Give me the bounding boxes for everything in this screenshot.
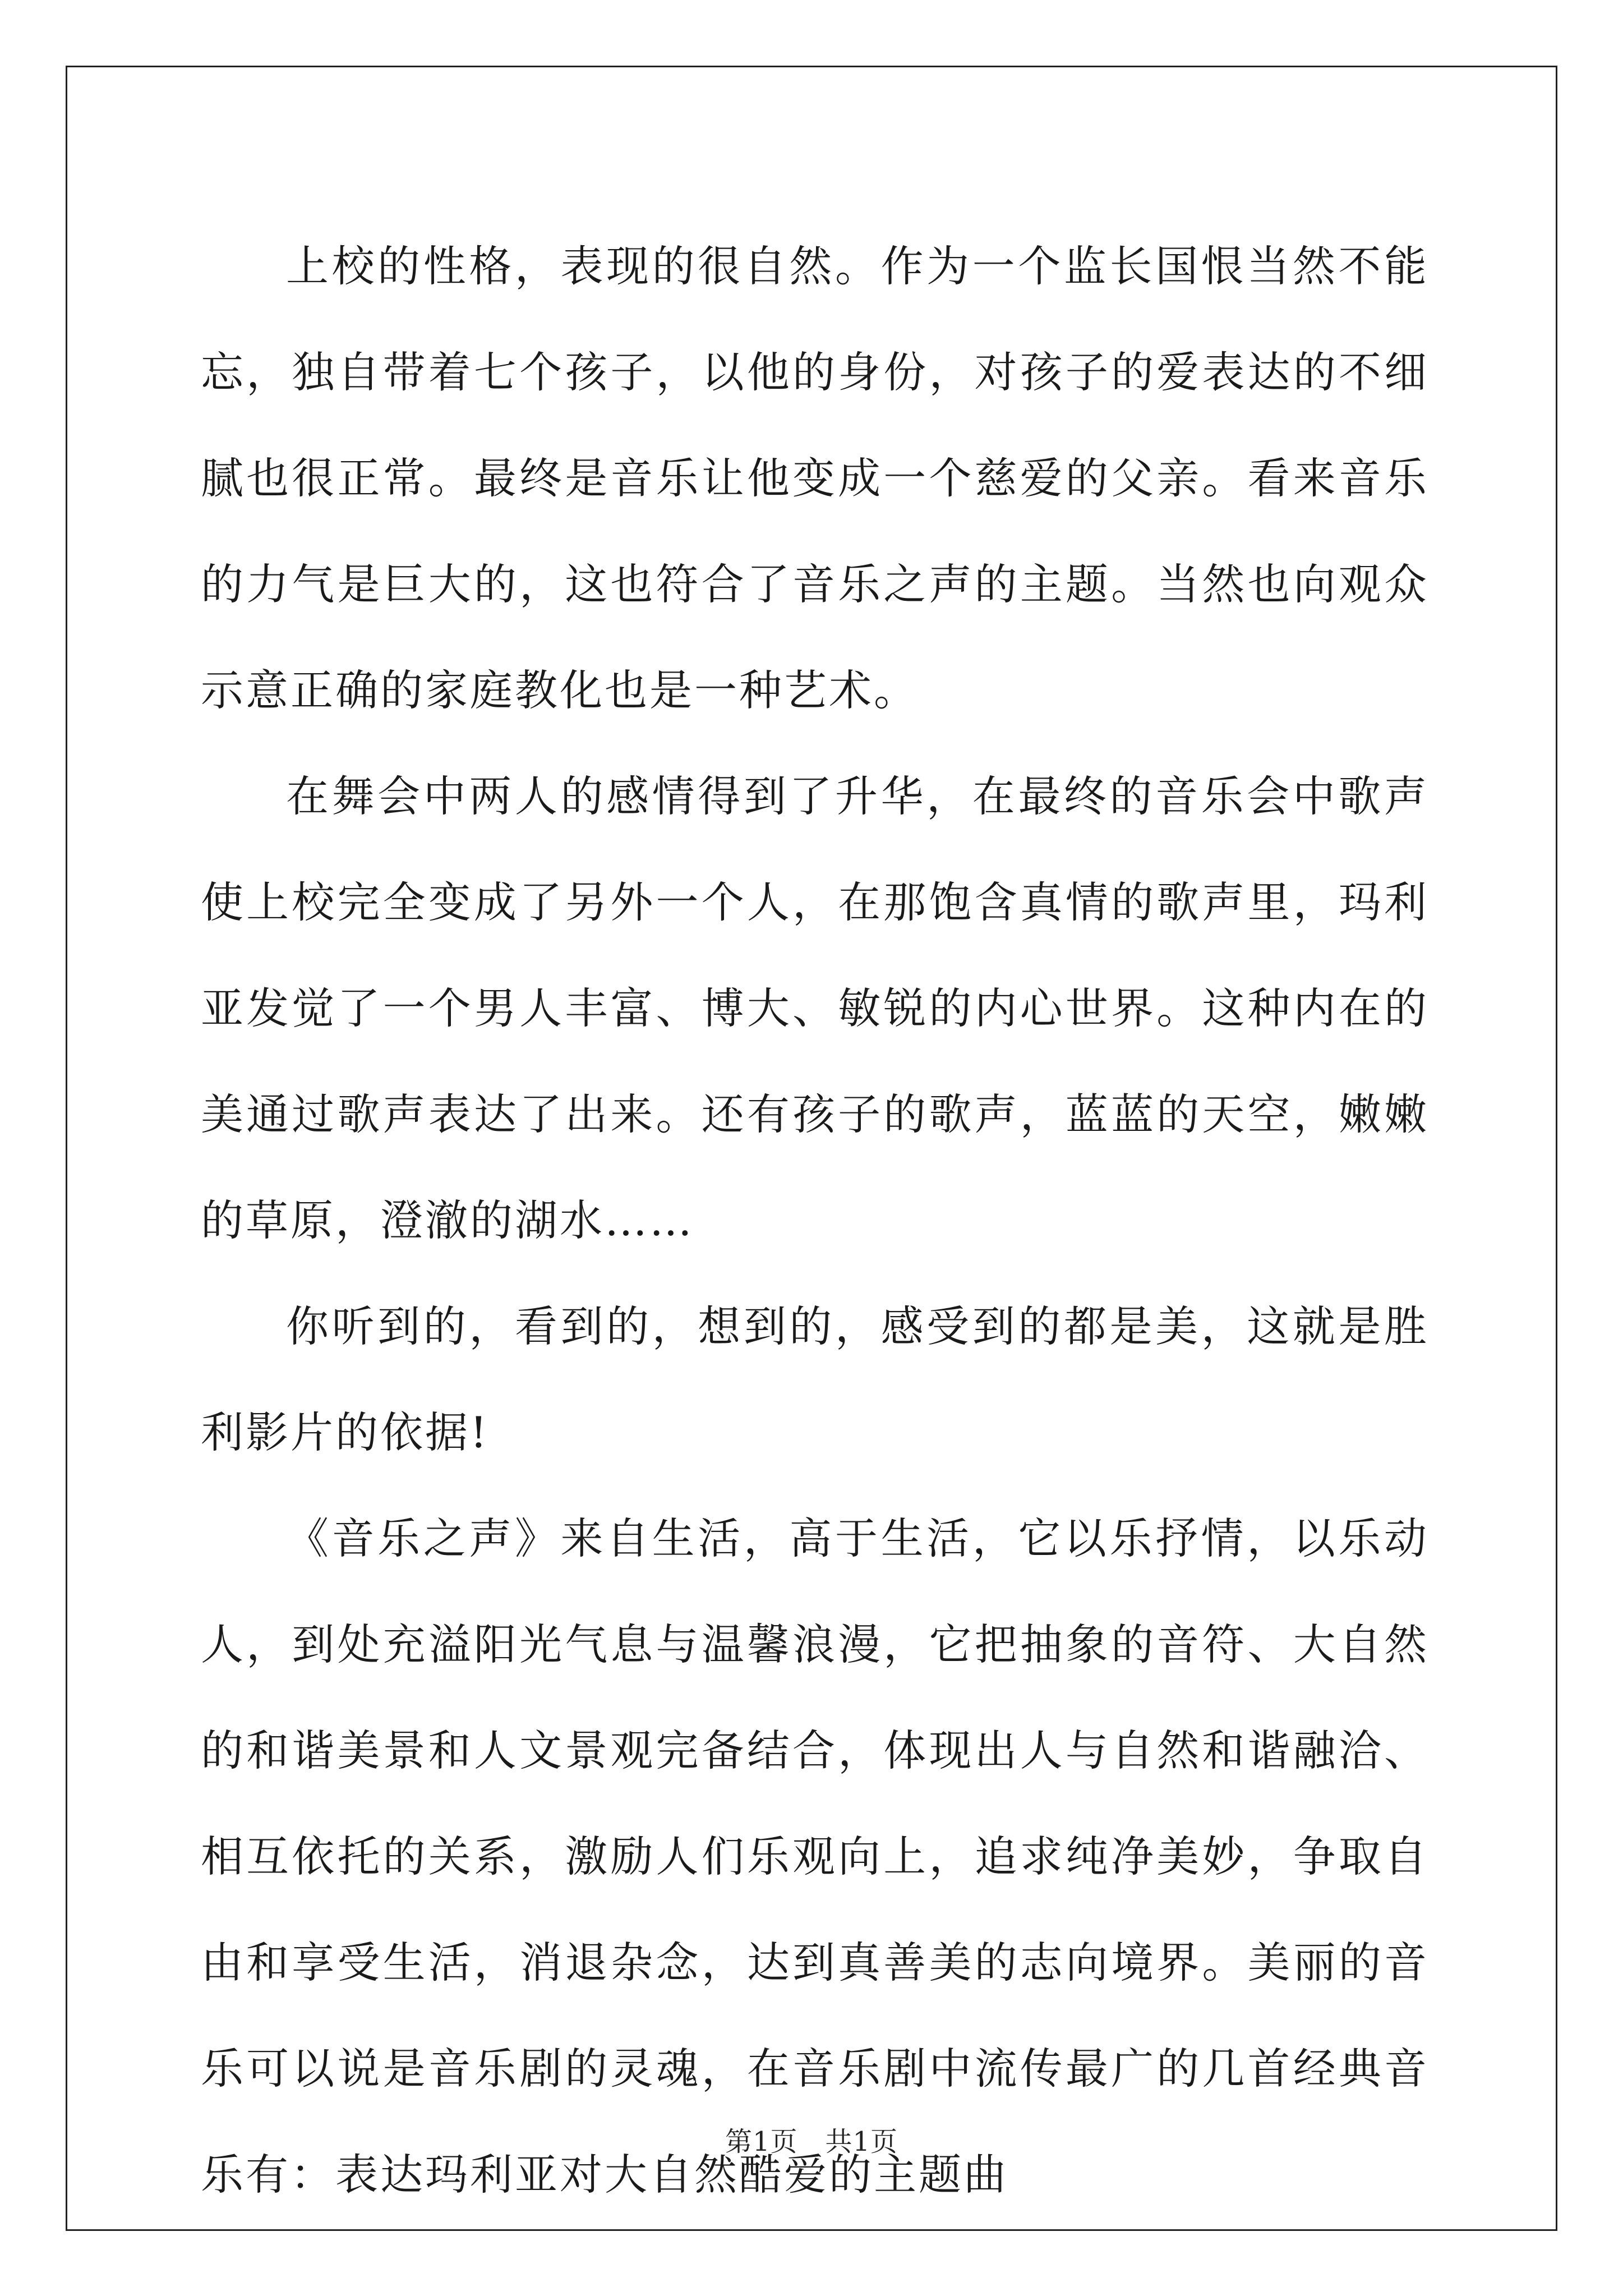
page-footer: 第1页 共1页: [725, 2126, 898, 2157]
document-body: [201, 213, 1429, 2228]
paragraph-3: 你听到的，看到的，想到的，感受到的都是美，这就是胜利影片的依据!: [201, 1301, 1429, 1457]
paragraph-2: 在舞会中两人的感情得到了升华，在最终的音乐会中歌声使上校完全变成了另外一个人，在那饱含真情的歌声里，玛利亚发觉了一个男人丰富、博大、敏锐的内心世界。这种内在的美通过歌声表达了出来。还有孩子的歌声，蓝蓝的天空，嫩嫩的草原，澄澈的湖水……: [201, 771, 1429, 1245]
paragraph-4: 《音乐之声》来自生活，高于生活，它以乐抒情，以乐动人，到处充溢阳光气息与温馨浪漫，它把抽象的音符、大自然的和谐美景和人文景观完备结合，体现出人与自然和谐融洽、相互依托的关系，激励人们乐观向上，追求纯净美妙，争取自由和享受生活，消退杂念，达到真善美的志向境界。美丽的音乐可以说是音乐剧的灵魂，在音乐剧中流传最广的几首经典音乐有：表达玛利亚对大自然酷爱的主题曲: [201, 1513, 1429, 2200]
paragraph-1: 上校的性格，表现的很自然。作为一个监长国恨当然不能忘，独自带着七个孩子，以他的身份，对孩子的爱表达的不细腻也很正常。最终是音乐让他变成一个慈爱的父亲。看来音乐的力气是巨大的，这也符合了音乐之声的主题。当然也向观众示意正确的家庭教化也是一种艺术。: [201, 241, 1429, 715]
